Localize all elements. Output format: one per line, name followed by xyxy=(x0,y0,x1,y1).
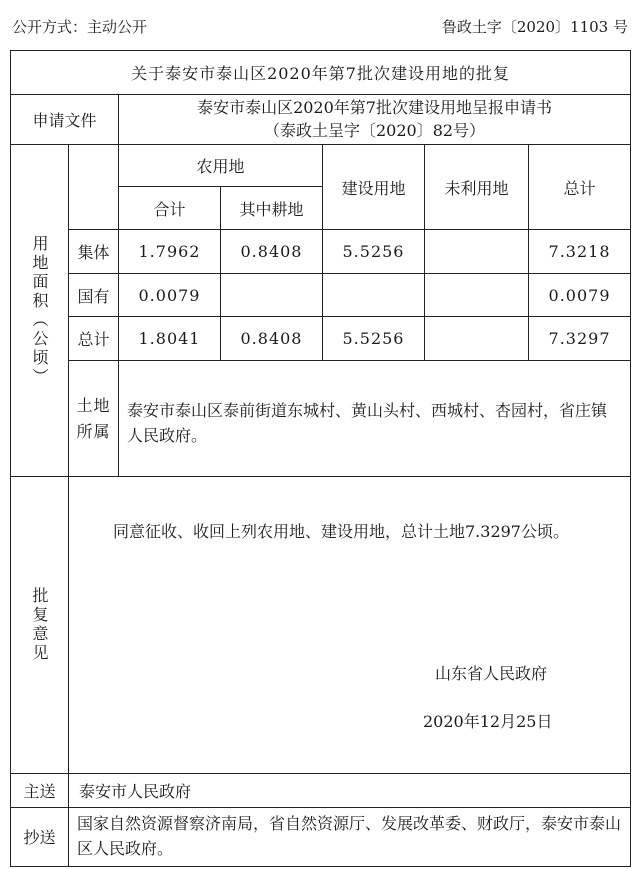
application-label: 申请文件 xyxy=(11,95,119,145)
cell-cultivated: 0.8408 xyxy=(221,317,323,361)
unused-header: 未利用地 xyxy=(425,145,529,230)
approval-form-table xyxy=(10,50,631,867)
application-title: 泰安市泰山区2020年第7批次建设用地呈报申请书 xyxy=(197,98,552,118)
ownership-label: 土地所属 xyxy=(69,361,119,477)
cell-unused xyxy=(425,274,529,317)
row-label: 集体 xyxy=(69,230,119,274)
cell-construction: 5.5256 xyxy=(323,230,425,274)
table-row xyxy=(11,230,631,274)
cell-unused xyxy=(425,230,529,274)
cell-construction xyxy=(323,274,425,317)
area-label: 用地面积（公顷） xyxy=(11,145,69,477)
cell-total: 7.3218 xyxy=(529,230,631,274)
farmland-total-header: 合计 xyxy=(119,187,221,230)
issue-date: 2020年12月25日 xyxy=(423,712,553,731)
main-recipient-label: 主送 xyxy=(11,774,69,808)
cell-construction: 5.5256 xyxy=(323,317,425,361)
issuer: 山东省人民政府 xyxy=(435,664,548,683)
cell-total: 0.0079 xyxy=(529,274,631,317)
cell-unused xyxy=(425,317,529,361)
cultivated-header: 其中耕地 xyxy=(221,187,323,230)
ownership-text: 泰安市泰山区泰前街道东城村、黄山头村、西城村、杏园村，省庄镇人民政府。 xyxy=(119,361,631,477)
cell-cultivated xyxy=(221,274,323,317)
construction-header: 建设用地 xyxy=(323,145,425,230)
total-header: 总计 xyxy=(529,145,631,230)
cell-total: 7.3297 xyxy=(529,317,631,361)
cell-farm-total: 1.8041 xyxy=(119,317,221,361)
approval-opinion xyxy=(69,477,631,774)
document-title: 关于泰安市泰山区2020年第7批次建设用地的批复 xyxy=(11,51,631,95)
cell-cultivated: 0.8408 xyxy=(221,230,323,274)
document-number: 鲁政土字〔2020〕1103 号 xyxy=(441,18,628,36)
approval-text: 同意征收、收回上列农用地、建设用地，总计土地7.3297公顷。 xyxy=(113,522,569,541)
disclosure-method: 公开方式：主动公开 xyxy=(12,18,148,36)
row-label: 总计 xyxy=(69,317,119,361)
approval-label: 批复意见 xyxy=(11,477,69,774)
cell-farm-total: 1.7962 xyxy=(119,230,221,274)
main-recipient-value: 泰安市人民政府 xyxy=(69,774,631,808)
table-row xyxy=(11,274,631,317)
empty-header-cell xyxy=(69,145,119,230)
table-row xyxy=(11,317,631,361)
row-label: 国有 xyxy=(69,274,119,317)
application-file xyxy=(119,95,631,145)
cell-farm-total: 0.0079 xyxy=(119,274,221,317)
application-ref: （泰政土呈字〔2020〕82号） xyxy=(263,120,486,140)
cc-value: 国家自然资源督察济南局，省自然资源厅、发展改革委、财政厅，泰安市泰山区人民政府。 xyxy=(69,808,631,867)
cc-label: 抄送 xyxy=(11,808,69,867)
farmland-header: 农用地 xyxy=(119,145,323,187)
